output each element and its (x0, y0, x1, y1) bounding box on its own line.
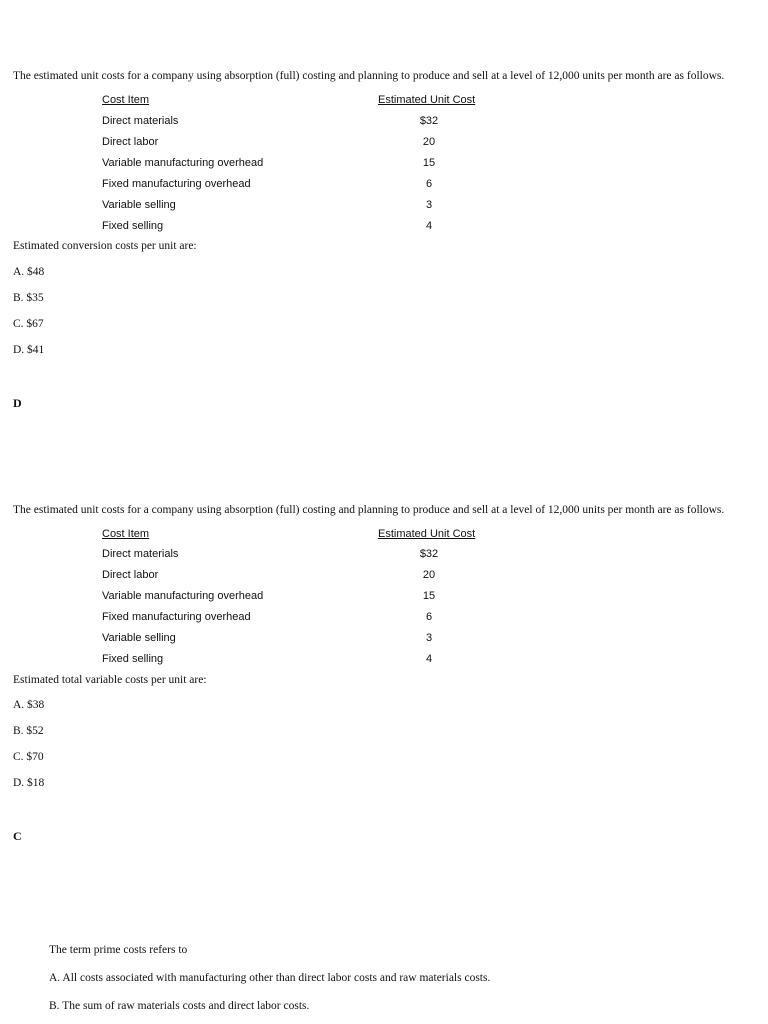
option-a: A. All costs associated with manufacturing other than direct labor costs and raw materials costs. (49, 972, 491, 984)
question-1-intro: The estimated unit costs for a company using absorption (full) costing and planning to produce and sell at a level of 12,000 units per month are as follows. (13, 70, 725, 82)
cost-item-value: $32 (419, 115, 439, 127)
cost-item-label: Direct materials (102, 548, 179, 560)
cost-item-value: 3 (425, 632, 433, 644)
question-2-prompt: Estimated total variable costs per unit are: (13, 674, 207, 686)
option-d: D. $18 (13, 777, 45, 789)
cost-item-value: 4 (425, 653, 433, 665)
cost-item-value: 15 (422, 590, 436, 602)
cost-item-label: Variable manufacturing overhead (102, 590, 264, 602)
cost-item-label: Direct labor (102, 569, 159, 581)
cost-item-value: 4 (425, 220, 433, 232)
cost-item-value: $32 (419, 548, 439, 560)
cost-item-label: Variable selling (102, 632, 176, 644)
column-header-estimated-unit-cost: Estimated Unit Cost (378, 528, 476, 540)
question-3-prompt: The term prime costs refers to (49, 944, 188, 956)
cost-item-value: 20 (422, 569, 436, 581)
option-d: D. $41 (13, 344, 45, 356)
option-c: C. $70 (13, 751, 44, 763)
column-header-cost-item: Cost Item (102, 528, 150, 540)
option-b: B. $35 (13, 292, 44, 304)
cost-item-value: 6 (425, 178, 433, 190)
question-2-intro: The estimated unit costs for a company using absorption (full) costing and planning to produce and sell at a level of 12,000 units per month are as follows. (13, 504, 725, 516)
question-1-prompt: Estimated conversion costs per unit are: (13, 240, 197, 252)
cost-item-label: Fixed selling (102, 220, 164, 232)
cost-item-label: Fixed selling (102, 653, 164, 665)
option-c: C. $67 (13, 318, 44, 330)
cost-item-value: 6 (425, 611, 433, 623)
answer-2: C (13, 829, 22, 843)
option-a: A. $38 (13, 699, 45, 711)
answer-1: D (13, 396, 22, 410)
option-a: A. $48 (13, 266, 45, 278)
cost-item-label: Fixed manufacturing overhead (102, 178, 251, 190)
option-b: B. $52 (13, 725, 44, 737)
cost-item-label: Direct labor (102, 136, 159, 148)
column-header-estimated-unit-cost: Estimated Unit Cost (378, 94, 476, 106)
option-b: B. The sum of raw materials costs and direct labor costs. (49, 1000, 310, 1012)
cost-item-value: 20 (422, 136, 436, 148)
cost-item-label: Fixed manufacturing overhead (102, 611, 251, 623)
cost-item-label: Direct materials (102, 115, 179, 127)
cost-item-label: Variable manufacturing overhead (102, 157, 264, 169)
cost-item-label: Variable selling (102, 199, 176, 211)
column-header-cost-item: Cost Item (102, 94, 150, 106)
cost-item-value: 15 (422, 157, 436, 169)
cost-item-value: 3 (425, 199, 433, 211)
